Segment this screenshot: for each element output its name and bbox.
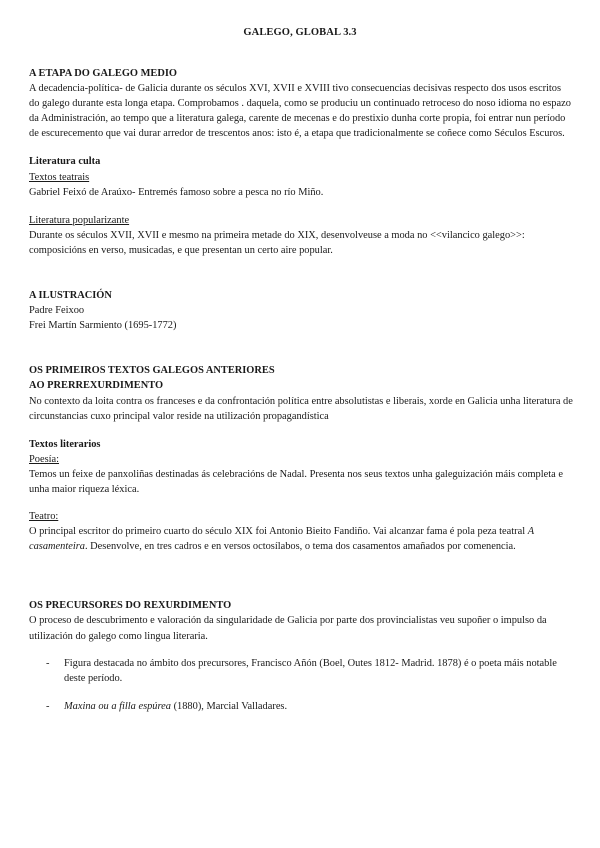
section-heading-precursores: OS PRECURSORES DO REXURDIMENTO bbox=[29, 600, 232, 612]
section-heading-textos-literarios: Textos literarios bbox=[29, 438, 101, 450]
teatro-text-after: . Desenvolve, en tres cadros e en versos octosílabos, o tema dos casamentos amañados por comenencia. bbox=[84, 541, 516, 553]
section-heading-primeiros-1: OS PRIMEIROS TEXTOS GALEGOS ANTERIORES bbox=[29, 365, 275, 377]
paragraph-teatro bbox=[29, 524, 574, 554]
precursores-list bbox=[29, 656, 574, 714]
paragraph-precursores: O proceso de descubrimento e valoración da singularidade de Galicia por parte dos provincialistas veu supoñer o impulso da utilización do galego como lingua literaria. bbox=[29, 615, 547, 642]
dash-bullet: - bbox=[46, 657, 50, 669]
subheading-literatura-popularizante: Literatura popularizante bbox=[29, 214, 130, 226]
paragraph-popular: Durante os séculos XVII, XVII e mesmo na primeira metade do XIX, desenvolveuse a moda no <<vilancico galego>>: composicións en verso, musicadas, e que presentan un certo aire popular. bbox=[29, 229, 525, 256]
paragraph-poesia: Temos un feixe de panxoliñas destinadas ás celebracións de Nadal. Presenta nos seus textos unha galeguización máis completa e unha maior riqueza léxica. bbox=[29, 468, 563, 495]
paragraph-culta: Gabriel Feixó de Araúxo- Entremés famoso sobre a pesca no río Miño. bbox=[29, 186, 324, 198]
subheading-teatro: Teatro: bbox=[29, 511, 59, 523]
ilustracion-line: Frei Martín Sarmiento (1695-1772) bbox=[29, 320, 177, 332]
teatro-text-before: O principal escritor do primeiro cuarto do século XIX foi Antonio Bieito Fandiño. Vai alcanzar fama é pola peza teatral bbox=[29, 526, 528, 538]
section-heading-culta: Literatura culta bbox=[29, 156, 101, 168]
dash-bullet: - bbox=[46, 700, 50, 712]
list-item bbox=[29, 699, 574, 714]
paragraph-primeiros: No contexto da loita contra os franceses e da confrontación política entre absolutistas e liberais, xorde en Galicia unha literatura de circunstancias cuxo principal valor reside na utilización propagandística bbox=[29, 395, 573, 422]
bullet-text: Figura destacada no ámbito dos precursores, Francisco Añón (Boel, Outes 1812- Madrid. 1878) é o poeta máis notable deste período. bbox=[64, 657, 557, 684]
bullet-text: (1880), Marcial Valladares. bbox=[170, 700, 288, 712]
list-item bbox=[29, 656, 574, 686]
paragraph-etapa: A decadencia-política- de Galicia durante os séculos XVI, XVII e XVIII tivo consecuencias decisivas respecto dos usos escritos do galego durante esta longa etapa. Comprobamos . daquela, como se produciu un continuado retroceso do noso idioma no espazo da Administración, ao tempo que a literatura galega, carente de mecenas e do prestixio dunha corte propia, foi entrar nun período de escurecemento que vai durar arredor de trescentos anos: isto é, a etapa que tradicionalmente se coñece como Séculos Escuros. bbox=[29, 83, 571, 140]
document-body bbox=[29, 66, 574, 714]
teatro-play-title: A casamenteira bbox=[29, 526, 534, 553]
section-heading-etapa: A ETAPA DO GALEGO MEDIO bbox=[29, 68, 177, 79]
document-title: GALEGO, GLOBAL 3.3 bbox=[243, 27, 357, 38]
subheading-textos-teatrais: Textos teatrais bbox=[29, 171, 90, 183]
bullet-work-title: Maxina ou a filla espúrea bbox=[64, 700, 171, 712]
ilustracion-line: Padre Feixoo bbox=[29, 305, 85, 317]
section-heading-primeiros-2: AO PRERREXURDIMENTO bbox=[29, 380, 164, 392]
section-heading-ilustracion: A ILUSTRACIÓN bbox=[29, 290, 112, 302]
subheading-poesia: Poesía: bbox=[29, 453, 60, 465]
